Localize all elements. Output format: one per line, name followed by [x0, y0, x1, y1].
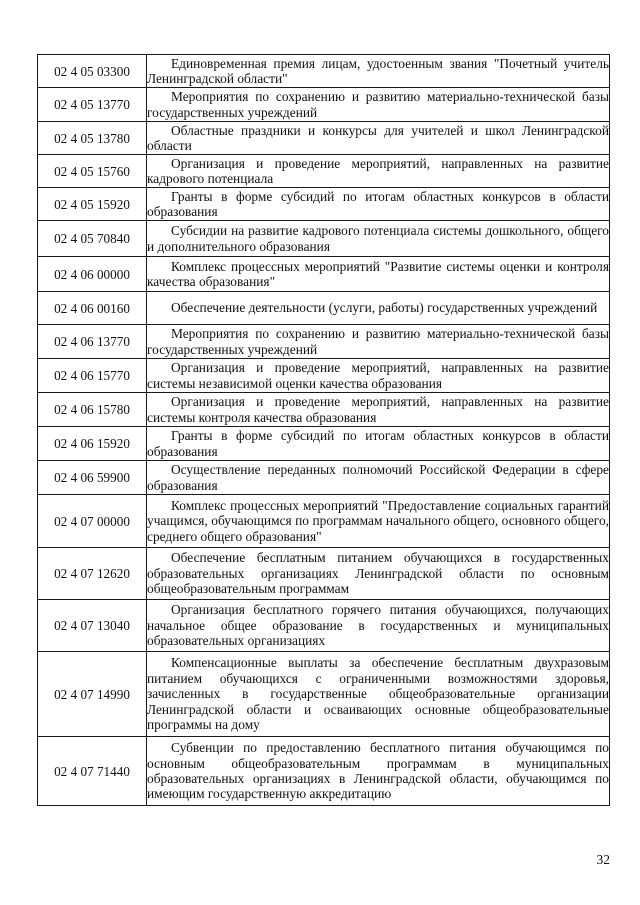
- classification-code-cell: 02 4 05 15760: [38, 155, 147, 188]
- expense-description-cell: Организация и проведение мероприятий, направленных на развитие кадрового потенциала: [147, 155, 609, 186]
- expense-description-cell: Организация и проведение мероприятий, направленных на развитие системы контроля качества образования: [147, 394, 609, 425]
- classification-code-cell: 02 4 06 13770: [38, 325, 147, 359]
- expense-description-cell: Комплекс процессных мероприятий "Развитие системы оценки и контроля качества образования": [147, 257, 610, 292]
- table-row: [38, 548, 610, 600]
- classification-code-cell: 02 4 05 70840: [38, 221, 147, 257]
- table-row: [38, 495, 610, 548]
- classification-code-cell: 02 4 07 14990: [38, 652, 147, 737]
- table-row: [38, 221, 610, 257]
- expense-description-cell: Гранты в форме субсидий по итогам областных конкурсов в области образования: [147, 188, 609, 219]
- expense-description-cell: Организация и проведение мероприятий, направленных на развитие системы независимой оценки качества образования: [147, 360, 609, 391]
- page-number: 32: [596, 852, 610, 867]
- budget-classification-table: [37, 54, 610, 806]
- table-row: [38, 155, 610, 188]
- expense-description-cell: Обеспечение деятельности (услуги, работы) государственных учреждений: [147, 292, 610, 325]
- classification-code-cell: 02 4 07 12620: [38, 548, 147, 600]
- table-row: [38, 257, 610, 292]
- table-row: [38, 652, 610, 737]
- expense-description-cell: Мероприятия по сохранению и развитию материально-технической базы государственных учреждений: [147, 89, 609, 120]
- table-row: [38, 292, 610, 325]
- expense-description-cell: Областные праздники и конкурсы для учителей и школ Ленинградской области: [147, 122, 609, 153]
- table-row: [38, 55, 610, 88]
- expense-description-cell: Гранты в форме субсидий по итогам областных конкурсов в области образования: [147, 428, 609, 459]
- classification-code-cell: 02 4 06 15780: [38, 393, 147, 427]
- classification-code-cell: 02 4 06 59900: [38, 461, 147, 495]
- table-row: [38, 325, 610, 359]
- classification-code-cell: 02 4 06 15770: [38, 359, 147, 393]
- expense-description-cell: Субвенции по предоставлению бесплатного питания обучающимся по основным общеобразовательным программам в муниципальных образовательных организациях в Ленинградской области, обучающимся по имеющим государственную аккредитацию: [147, 737, 610, 806]
- expense-description-cell: Комплекс процессных мероприятий "Предоставление социальных гарантий учащимся, обучающимся по программам начального общего, основного общего, среднего общего образования": [147, 495, 610, 548]
- expense-description-cell: Субсидии на развитие кадрового потенциала системы дошкольного, общего и дополнительного образования: [147, 221, 610, 257]
- classification-code-cell: 02 4 07 71440: [38, 737, 147, 806]
- classification-code-cell: 02 4 05 15920: [38, 188, 147, 221]
- expense-description-cell: Компенсационные выплаты за обеспечение бесплатным двухразовым питанием обучающихся с ограниченными возможностями здоровья, зачисленных в государственные общеобразовательные организации Ленинградской области и осваивающих основные общеобразовательные программы на дому: [147, 652, 610, 737]
- table-row: [38, 737, 610, 806]
- classification-code-cell: 02 4 06 15920: [38, 427, 147, 461]
- table-row: [38, 393, 610, 427]
- expense-description-cell: Обеспечение бесплатным питанием обучающихся в государственных образовательных организациях Ленинградской области по основным общеобразовательным программам: [147, 548, 610, 600]
- classification-code-cell: 02 4 05 13780: [38, 122, 147, 155]
- expense-description-cell: Осуществление переданных полномочий Российской Федерации в сфере образования: [147, 462, 609, 493]
- classification-code-cell: 02 4 07 00000: [38, 495, 147, 548]
- classification-code-cell: 02 4 06 00160: [38, 292, 147, 325]
- table-row: [38, 600, 610, 652]
- table-row: [38, 188, 610, 221]
- table-row: [38, 427, 610, 461]
- classification-code-cell: 02 4 05 13770: [38, 88, 147, 122]
- table-row: [38, 122, 610, 155]
- table-body: [38, 55, 610, 806]
- expense-description-cell: Мероприятия по сохранению и развитию материально-технической базы государственных учреждений: [147, 326, 609, 357]
- table-row: [38, 461, 610, 495]
- table-row: [38, 88, 610, 122]
- expense-description-cell: Единовременная премия лицам, удостоенным звания "Почетный учитель Ленинградской области": [147, 55, 609, 86]
- expense-description-cell: Организация бесплатного горячего питания обучающихся, получающих начальное общее образование в государственных и муниципальных образовательных организациях: [147, 600, 610, 652]
- classification-code-cell: 02 4 06 00000: [38, 257, 147, 292]
- classification-code-cell: 02 4 07 13040: [38, 600, 147, 652]
- table-row: [38, 359, 610, 393]
- classification-code-cell: 02 4 05 03300: [38, 55, 147, 88]
